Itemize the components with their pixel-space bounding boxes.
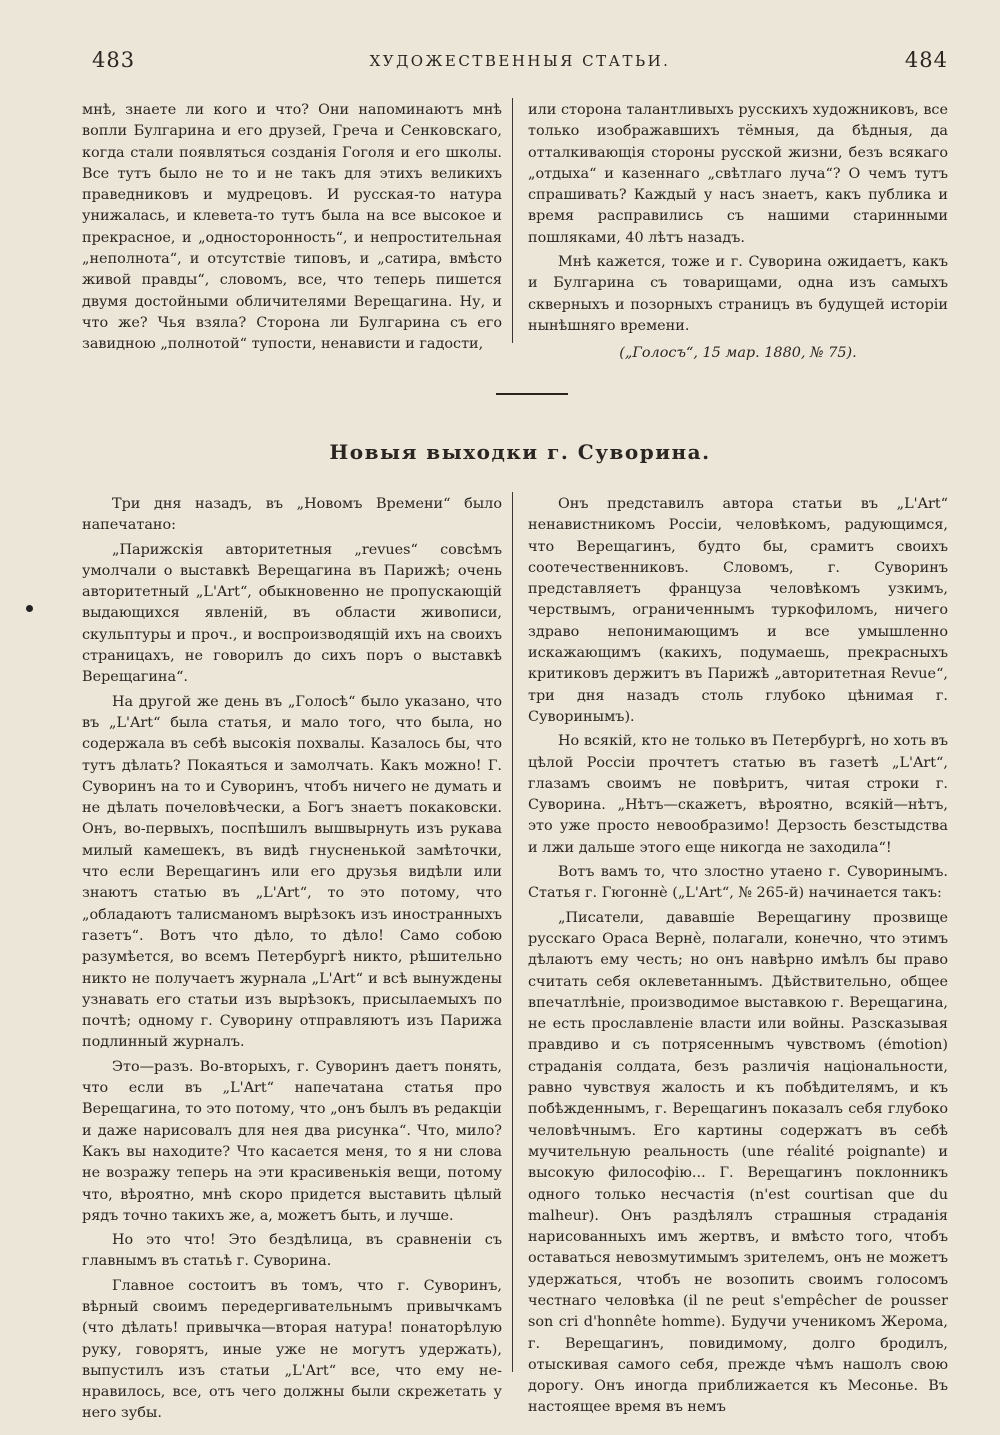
citation: („Голосъ“, 15 мар. 1880, № 75). [619, 345, 857, 362]
paragraph: „Парижскія авторитетныя „revues“ совсѣмъ умолчали о выставкѣ Верещагина въ Парижѣ; очень авторитетный „L'Art“, обыкновенно не пропускающій выдающихся явленій, въ области живописи, скульптуры и проч., и воспроизводящій ихъ на своихъ страницахъ, не говорилъ до сихъ поръ о выставкѣ Верещагина“. [82, 541, 502, 686]
paragraph: Мнѣ кажется, тоже и г. Суворина ожидаетъ, какъ и Булгарина съ товарищами, одна изъ самыхъ скверныхъ и позорныхъ страницъ въ будущей исторіи нынѣшняго времени. [528, 254, 948, 334]
paragraph: „Писатели, дававшіе Верещагину прозвище русскаго Ораса Вернѐ, полагали, конечно, что этимъ дѣлаютъ ему честь; но онъ навѣрно имѣлъ бы право считать себя оклеветаннымъ. Дѣйствительно, общее впечатлѣніе, производимое выставкою г. Верещагина, не есть прославленіе власти или войны. Разсказывая правдиво и съ потрясеннымъ чувствомъ (émotion) страданія солдата, безъ различія національности, равно чувствуя жалость и къ побѣдителямъ, и къ побѣжденнымъ, г. Верещагинъ показалъ себя глубоко человѣчнымъ. Его картины содержатъ въ себѣ мучительную реальность (une réalité poignante) и высокую философію... Г. Верещагинъ поклонникъ одного только несчастія (n'est courtisan que du malheur). Онъ раздѣлялъ страшныя страданія нарисованныхъ имъ жертвъ, и вмѣсто того, чтобъ оставаться невозмутимымъ зрителемъ, онъ не можетъ удержаться, чтобъ не возопить своимъ голосомъ честнаго человѣка (il ne peut s'empêcher de pousser son cri d'honnête homme). Будучи ученикомъ Жерома, г. Верещагинъ, повидимому, долго бродилъ, отыскивая самого себя, прежде чѣмъ нашолъ свою дорогу. Онъ иногда приближается къ Месонье. Въ настоящее время въ немъ [528, 909, 948, 1416]
paragraph: или сторона талантливыхъ русскихъ художниковъ, все только изображавшихъ тёмныя, да бѣдныя, да отталкивающія стороны русской жизни, безъ всякаго „отдыха“ и казеннаго „свѣтлаго луча“? О чемъ тутъ спрашивать? Каждый у насъ знаетъ, какъ публика и время расправились съ нашими старинными пошляками, 40 лѣтъ назадъ. [528, 102, 948, 246]
paragraph: Главное состоитъ въ томъ, что г. Суворинъ, вѣрный своимъ передергивательнымъ привычкамъ (что дѣлать! привычка—вторая натура! понаторѣлую руку, говорятъ, иные уже не могутъ удержать), выпустилъ изъ статьи „L'Art“ все, что ему не-нравилось, все, отъ чего должны были скрежетать у него зубы. [82, 1277, 502, 1422]
paragraph: мнѣ, знаете ли кого и что? Они напоминаютъ мнѣ вопли Булгарина и его друзей, Греча и Сенковскаго, когда стали появляться созданія Гоголя и его школы. Все тутъ было не то и не такъ для этихъ великихъ праведниковъ и мудрецовъ. И русская-то натура унижалась, и клевета-то тутъ была на все высокое и прекрасное, и „односторонность“, и непростительная „неполнота“, и отсутствіе типовъ, и „сатира, вмѣсто живой правды“, словомъ, все, что теперь пишется двумя достойными обличителями Верещагина. Ну, и что же? Чья взяла? Сторона ли Булгарина съ его завидною „полнотой“ тупости, ненависти и гадости, [82, 102, 502, 353]
running-title: ХУДОЖЕСТВЕННЫЯ СТАТЬИ. [369, 52, 671, 70]
ink-spot [26, 605, 33, 612]
column-divider [512, 98, 513, 343]
page-number-left: 483 [92, 48, 136, 72]
running-header [92, 48, 948, 78]
bottom-left-column [82, 494, 502, 1428]
paragraph: Три дня назадъ, въ „Новомъ Времени“ было напечатано: [82, 496, 502, 534]
page-number-right: 484 [904, 48, 948, 72]
column-divider [512, 492, 513, 1372]
article-title: Новыя выходки г. Суворина. [329, 440, 711, 464]
paragraph: Вотъ вамъ то, что злостно утаено г. Суворинымъ. Статья г. Гюгоннѐ („L'Art“, № 265-й) начинается такъ: [528, 864, 948, 902]
bottom-right-column [528, 494, 948, 1422]
paragraph: Онъ представилъ автора статьи въ „L'Art“ ненавистникомъ Россіи, человѣкомъ, радующимся, что Верещагинъ, будто бы, срамитъ своихъ соотечественниковъ. Словомъ, г. Суворинъ представляетъ француза человѣкомъ узкимъ, черствымъ, ограниченнымъ туркофиломъ, ничего здраво непонимающимъ и все умышленно искажающимъ (какихъ, подумаешь, прекрасныхъ критиковъ держитъ въ Парижѣ „авторитетная Revue“, три дня назадъ столь глубоко цѣнимая г. Суворинымъ). [528, 496, 948, 725]
paragraph: Но всякій, кто не только въ Петербургѣ, но хоть въ цѣлой Россіи прочтетъ статью въ газетѣ „L'Art“, глазамъ своимъ не повѣритъ, читая строки г. Суворина. „Нѣтъ—скажетъ, вѣроятно, всякій—нѣтъ, это уже просто невообразимо! Дерзость безстыдства и лжи дальше этого еще никогда не заходила“! [528, 733, 948, 856]
paragraph: Это—разъ. Во-вторыхъ, г. Суворинъ даетъ понять, что если въ „L'Art“ напечатана статья про Верещагина, то это потому, что „онъ былъ въ редакціи и даже нарисовалъ для нея два рисунка“. Что, мило? Какъ вы находите? Что касается меня, то я ни слова не возражу теперь на эти красивенькія вещи, потому что, вѣроятно, мнѣ скоро придется выставить цѣлый рядъ точно такихъ же, а, можетъ быть, и лучше. [82, 1058, 502, 1224]
top-left-column [82, 100, 502, 359]
top-right-column [528, 100, 948, 368]
paragraph: На другой же день въ „Голосѣ“ было указано, что въ „L'Art“ была статья, и мало того, что была, но содержала въ себѣ высокія похвалы. Казалось бы, что тутъ дѣлать? Покаяться и замолчать. Какъ можно! Г. Суворинъ на то и Суворинъ, чтобъ ничего не думать и не дѣлать почеловѣчески, а Богъ знаетъ покаковски. Онъ, во-первыхъ, поспѣшилъ вышвырнуть изъ рукава милый камешекъ, въ видѣ гнусненькой замѣточки, что если Верещагинъ или его друзья видѣли или знаютъ статью въ „L'Art“, то это потому, что „обладаютъ талисманомъ вырѣзокъ изъ иностранныхъ газетъ“. Вотъ что дѣло, то дѣло! Само собою разумѣется, во всемъ Петербургѣ никто, рѣшительно никто не получаетъ журнала „L'Art“ и всѣ вынуждены узнавать его статьи изъ вырѣзокъ, присылаемыхъ по почтѣ; одному г. Суворину отправляютъ изъ Парижа подлинный журналъ. [82, 693, 502, 1051]
section-separator [496, 393, 568, 395]
paragraph: Но это что! Это бездѣлица, въ сравненіи съ главнымъ въ статьѣ г. Суворина. [82, 1232, 502, 1270]
